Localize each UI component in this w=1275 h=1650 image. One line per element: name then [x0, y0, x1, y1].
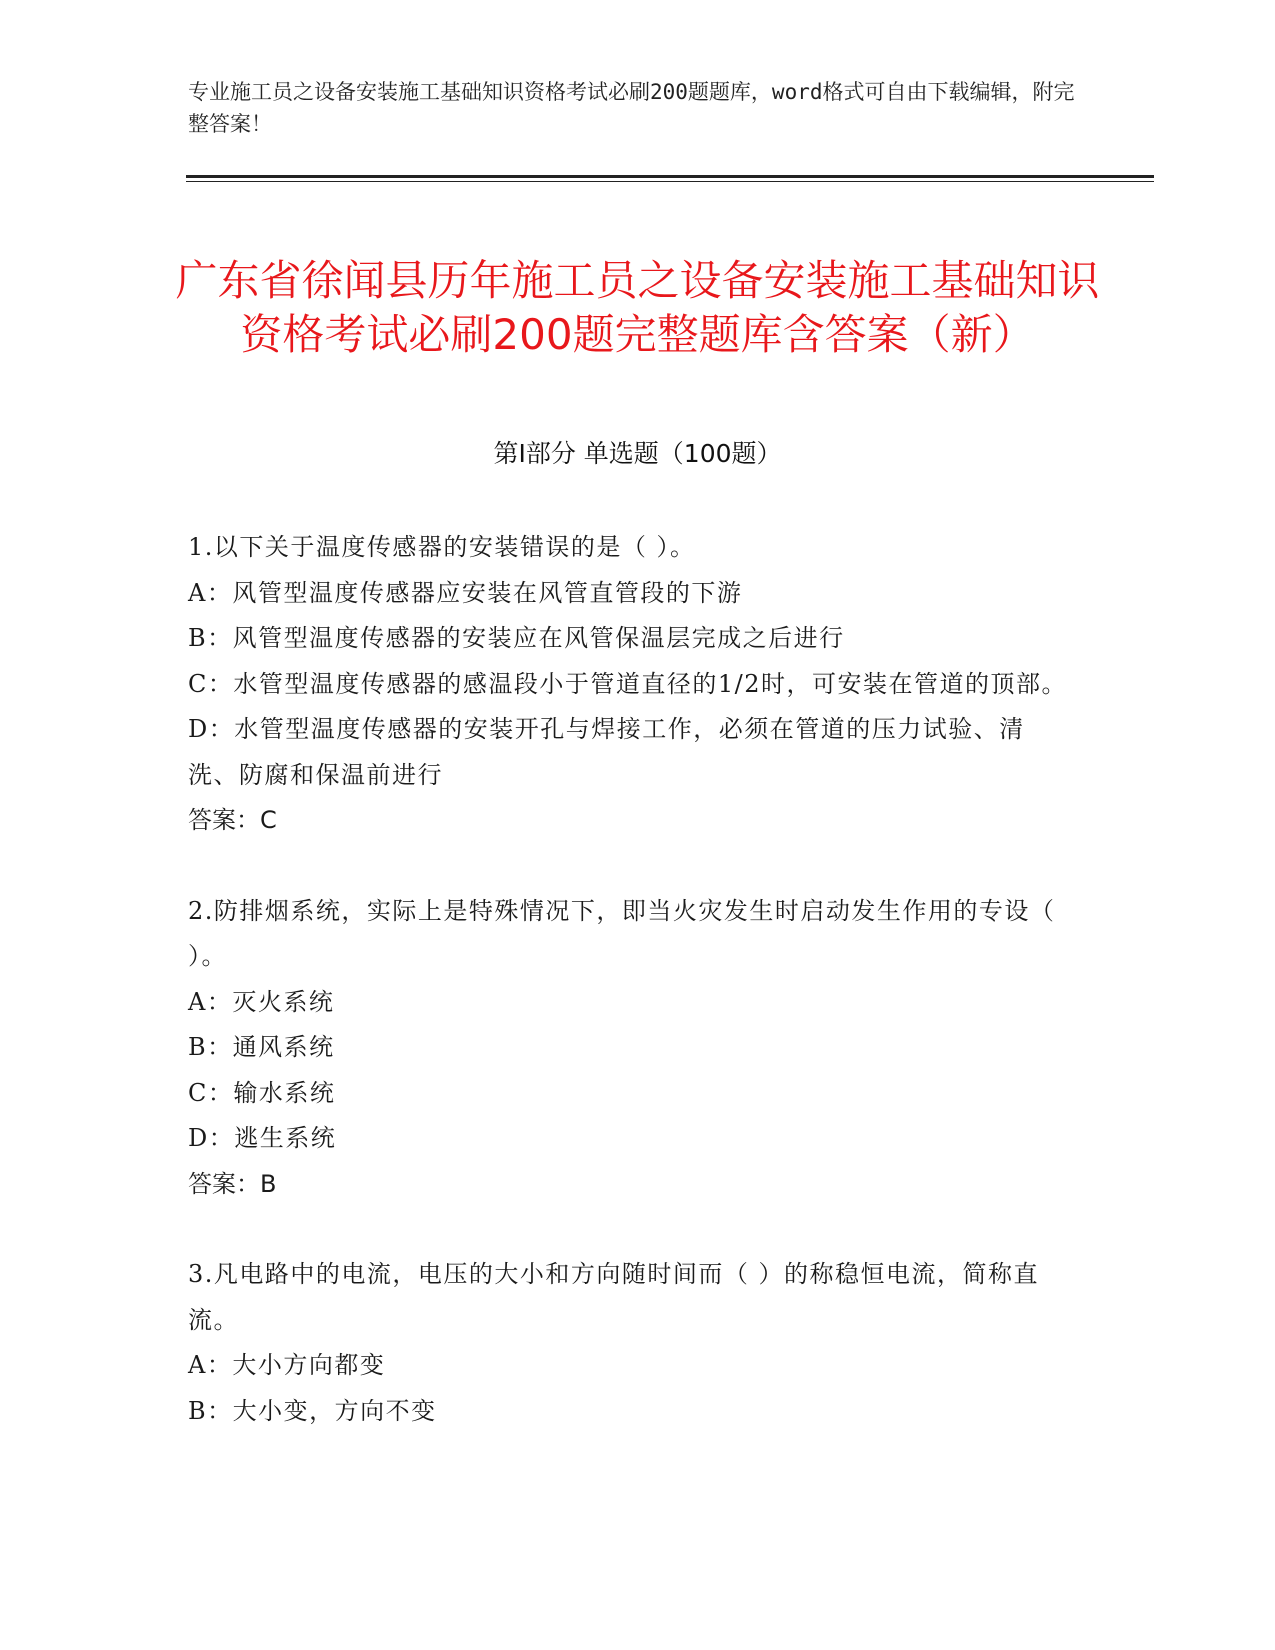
option-a: A：灭火系统: [188, 987, 335, 1016]
option-c: C：输水系统: [188, 1078, 336, 1107]
question-text: 2.防排烟系统，实际上是特殊情况下，即当火灾发生时启动发生作用的专设（ ）。: [188, 896, 1056, 970]
answer: 答案：B: [188, 1169, 277, 1198]
option-c: C：水管型温度传感器的感温段小于管道直径的1/2时，可安装在管道的顶部。: [188, 669, 1067, 698]
section-heading: 第Ⅰ部分 单选题（100题）: [493, 439, 782, 468]
question-text: 1.以下关于温度传感器的安装错误的是（ ）。: [188, 533, 696, 561]
option-b: B：通风系统: [188, 1033, 335, 1061]
question-2: [188, 889, 1068, 1208]
option-b: B：风管型温度传感器的安装应在风管保温层完成之后进行: [188, 624, 845, 652]
question-1: [188, 525, 1068, 844]
question-3: [188, 1252, 1068, 1434]
header-note: 专业施工员之设备安装施工基础知识资格考试必刷200题题库，word格式可自由下载编辑，附完整答案！: [188, 80, 1075, 136]
question-text: 3.凡电路中的电流，电压的大小和方向随时间而（ ）的称稳恒电流，简称直流。: [188, 1260, 1040, 1334]
option-a: A：风管型温度传感器应安装在风管直管段的下游: [188, 578, 743, 607]
option-b: B：大小变，方向不变: [188, 1396, 437, 1425]
header-rule-thick: [186, 175, 1154, 178]
header-rule-thin: [186, 181, 1154, 182]
answer: 答案：C: [188, 806, 277, 834]
document-title: 广东省徐闻县历年施工员之设备安装施工基础知识资格考试必刷200题完整题库含答案（新）: [175, 256, 1100, 360]
question-list: [188, 525, 1068, 1479]
option-a: A：大小方向都变: [188, 1351, 386, 1379]
option-d: D：水管型温度传感器的安装开孔与焊接工作，必须在管道的压力试验、清洗、防腐和保温前进行: [188, 715, 1025, 789]
option-d: D：逃生系统: [188, 1124, 337, 1152]
